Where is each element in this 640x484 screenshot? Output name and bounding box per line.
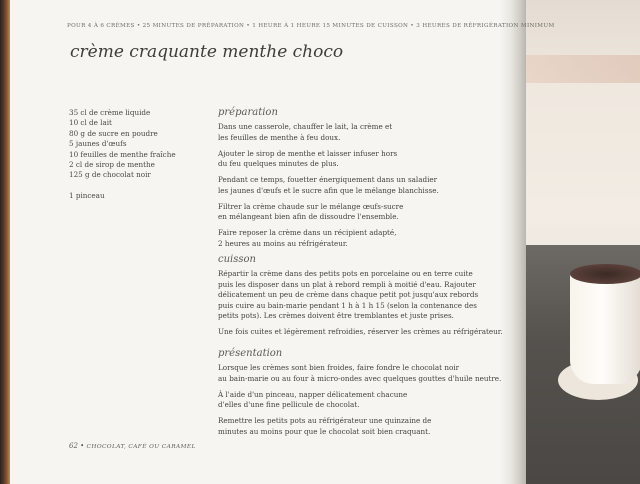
book-spine-edge <box>0 0 10 484</box>
ingredient-item: 10 cl de lait <box>69 118 112 128</box>
preparation-step: Dans une casserole, chauffer le lait, la crème et les feuilles de menthe à feu doux. <box>218 122 393 142</box>
cuisson-section <box>218 254 503 343</box>
cuisson-step: Répartir la crème dans des petits pots en porcelaine ou en terre cuite puis les disposer dans un plat à rebord rempli à moitié d'eau. Rajouter délicatement un peu de crème dans chaque petit pot jusqu'aux rebords puis cuire au bain-marie pendant 1 h à 1 h 15 (selon la contenance des petits pots). Les crèmes doivent être tremblantes et juste prises. <box>218 269 479 321</box>
presentation-section <box>218 348 501 443</box>
presentation-step: À l'aide d'un pinceau, napper délicatement chacune d'elles d'une fine pellicule de chocolat. <box>218 389 408 410</box>
recipe-info-line: POUR 4 À 6 CRÈMES • 25 MINUTES DE PRÉPARATION • 1 HEURE À 1 HEURE 15 MINUTES DE CUISSON • 3 HEURES DE RÉFRIGÉRATION MINIMUM <box>67 23 555 29</box>
photo-cream-pot <box>570 272 640 384</box>
preparation-heading: préparation <box>218 107 278 118</box>
recipe-title: crème craquante menthe choco <box>70 42 344 62</box>
cuisson-heading: cuisson <box>218 254 256 265</box>
footer-separator: • <box>80 442 85 450</box>
presentation-step: Remettre les petits pots au réfrigérateur une quinzaine de minutes au moins pour que le chocolat soit bien craquant. <box>218 416 432 436</box>
page-gutter-shadow <box>500 0 526 484</box>
photo-background-band <box>526 55 640 83</box>
ingredient-item: 10 feuilles de menthe fraîche <box>69 149 176 159</box>
preparation-section <box>218 107 439 255</box>
preparation-step: Faire reposer la crème dans un récipient adapté, 2 heures au moins au réfrigérateur. <box>218 228 397 248</box>
ingredient-item: 2 cl de sirop de menthe <box>69 160 155 170</box>
book-title: CHOCOLAT, CAFÉ OU CARAMEL <box>86 444 196 450</box>
presentation-step: Lorsque les crèmes sont bien froides, faire fondre le chocolat noir au bain-marie ou au four à micro-ondes avec quelques gouttes d'huile neutre. <box>218 363 502 383</box>
ingredient-list <box>69 108 176 201</box>
ingredient-item: 35 cl de crème liquide <box>69 108 151 117</box>
preparation-step: Filtrer la crème chaude sur le mélange œufs-sucre en mélangeant bien afin de dissoudre l'ensemble. <box>218 201 404 222</box>
preparation-step: Pendant ce temps, fouetter énergiquement dans un saladier les jaunes d'œufs et le sucre afin que le mélange blanchisse. <box>218 175 439 195</box>
page-footer <box>69 442 196 450</box>
ingredient-item: 80 g de sucre en poudre <box>69 128 158 138</box>
photo-chocolate-top <box>570 264 640 284</box>
cuisson-step: Une fois cuites et légèrement refroidies, réserver les crèmes au réfrigérateur. <box>218 327 503 337</box>
presentation-heading: présentation <box>218 348 283 359</box>
preparation-step: Ajouter le sirop de menthe et laisser infuser hors du feu quelques minutes de plus. <box>218 148 398 169</box>
equipment-item: 1 pinceau <box>69 190 105 200</box>
ingredient-item: 125 g de chocolat noir <box>69 170 151 180</box>
page-number: 62 <box>69 442 78 450</box>
dessert-photo <box>526 0 640 484</box>
ingredient-item: 5 jaunes d'œufs <box>69 139 127 149</box>
